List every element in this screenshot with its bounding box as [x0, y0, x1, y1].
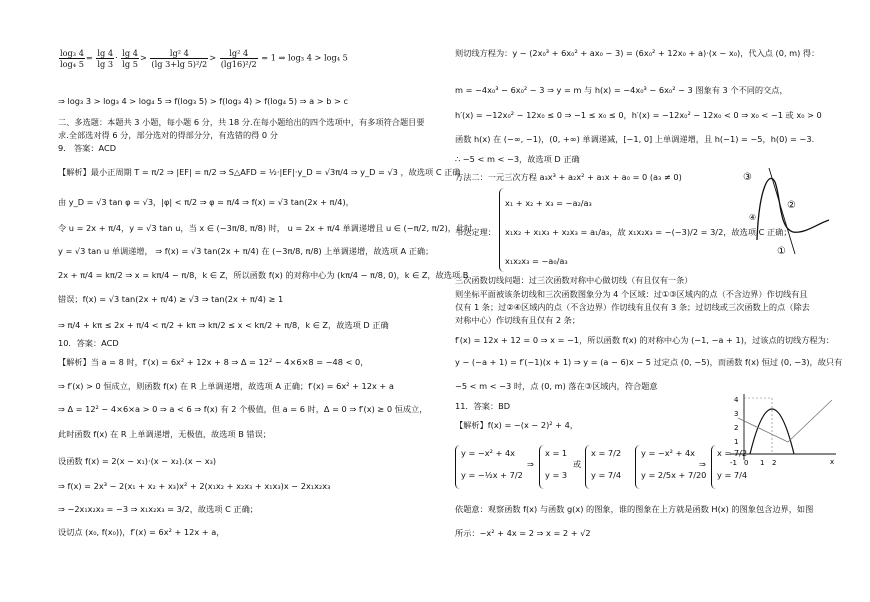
parabola-figure [728, 390, 840, 472]
q10-solution-line-3: ⇒ Δ = 12² − 4×6×a > 0 ⇒ a < 6 ⇒ f(x) 有 2 个极值，但 a = 6 时，Δ = 0 ⇒ f′(x) ≥ 0 恒成立， [58, 404, 428, 414]
line-g [738, 418, 788, 442]
derivative-line: h′(x) = −12x₀² − 12x₀ ≤ 0 ⇒ −1 ≤ x₀ ≤ 0，h′(x) = −12x₀² − 12x₀ < 0 ⇒ x₀ < −1 或 x₀ > 0 [455, 110, 822, 120]
regions-line-2: 仅有 1 条；过②④区域内的点（不含边界）作切线有且仅有 3 条；过切线或三次函数上的点（除去 [455, 302, 810, 312]
tangent-line [769, 168, 795, 254]
solution-three-x: x = 7/2 [717, 448, 748, 458]
log-comparison-equation: $\frac{\text{log₃ 4}}{\text{log₄ 5}}$ = $\frac{\lg 4}{\lg 3}$ · $\frac{\lg 4}{\lg 5}$ > $\frac{\text{lg² 4}}{\text{(lg 3+lg 5)²/2}}$ > $\frac{\text{lg² 4}}{\text{(lg16)²/2}}$ = 1 ⇒ log₃ 4 > log₄ 5 [60, 48, 348, 69]
fixed-point-line: y − (−a + 1) = f′(−1)(x + 1) ⇒ y = (a − 6)x − 5 过定点 (0, −5)，而函数 f(x) 恒过 (0, −3)，故只有 [455, 357, 843, 367]
solution-three-y: y = 7/4 [717, 470, 748, 480]
section-two-heading: 二、多选题：本题共 3 小题，每小题 6 分，共 18 分.在每小题给出的四个选项中，有多项符合题目要 [58, 117, 425, 127]
q9-answer: 9． 答案：ACD [58, 143, 117, 153]
conclusion-line: ⇒ log₃ 3 > log₃ 4 > log₄ 5 ⇒ f(log₃ 5) > f(log₃ 4) > f(log₄ 5) ⇒ a > b > c [58, 96, 348, 106]
q9-solution-line-6: 错误；f(x) = √3 tan(2x + π/4) ≥ √3 ⇒ tan(2x + π/4) ≥ 1 [58, 294, 284, 304]
q11-answer: 11．答案：BD [455, 401, 511, 411]
cubic-tangent-heading: 三次函数切线问题：过三次函数对称中心做切线（有且仅有一条） [455, 275, 693, 285]
region-three-line: −5 < m < −3 时，点 (0, m) 落在③区域内，符合题意 [455, 381, 658, 391]
symmetry-center-line: f′(x) = 12x + 12 = 0 ⇒ x = −1，所以函数 f(x) 的对称中心为 (−1, −a + 1)，过该点的切线方程为： [455, 335, 834, 345]
x-tick-neg1: -1 [730, 459, 737, 467]
region-label-3: ③ [743, 172, 752, 183]
regions-line-1: 则坐标平面被该条切线和三次函数图象分为 4 个区域：过①③区域内的点（不含边界）作切线有且 [455, 289, 808, 299]
y-tick-2: 2 [734, 424, 739, 432]
q10-solution-line-8: 设切点 (x₀, f(x₀))，f′(x) = 6x² + 12x + a， [58, 527, 225, 537]
x-tick-1: 1 [760, 459, 765, 467]
y-tick-3: 3 [734, 410, 739, 418]
q9-solution-line-2: 由 y_D = √3 tan φ = √3，|φ| < π/2 ⇒ φ = π/4 ⇒ f(x) = √3 tan(2x + π/4)， [58, 197, 354, 207]
system-one-eq2: y = −½x + 7/2 [461, 470, 523, 480]
q10-answer: 10．答案：ACD [58, 338, 119, 348]
system-one-eq1: y = −x² + 4x [461, 448, 516, 458]
q9-solution-line-3: 令 u = 2x + π/4，y = √3 tan u，当 x ∈ (−3π/8, π/8) 时， u = 2x + π/4 单调递增且 u ∈ (−π/2, π/2)，此时 [58, 223, 473, 233]
region-label-1: ① [777, 246, 786, 257]
q10-solution-line-6: ⇒ f(x) = 2x³ − 2(x₁ + x₂ + x₃)x² + 2(x₁x₂ + x₂x₃ + x₁x₃)x − 2x₁x₂x₃ [58, 481, 331, 491]
method-two-line: 方法二：一元三次方程 a₃x³ + a₂x² + a₁x + a₀ = 0 (a₃ ≠ 0) [455, 172, 682, 182]
solution-one-x: x = 1 [545, 448, 568, 458]
q10-solution-line-1: 【解析】当 a = 8 时，f′(x) = 6x² + 12x + 8 ⇒ Δ = 12² − 4×6×8 = −48 < 0， [58, 357, 369, 367]
implies-arrow-two: ⇒ [699, 459, 706, 469]
q11-solution-line-1: 【解析】f(x) = −(x − 2)² + 4， [455, 420, 579, 430]
x-tick-0: 0 [744, 459, 749, 467]
range-conclusion: ∴ −5 < m < −3，故选项 D 正确 [455, 154, 580, 164]
cubic-regions-figure [735, 168, 835, 258]
x-tick-2: 2 [772, 459, 777, 467]
solution-one-y: y = 3 [545, 470, 568, 480]
q9-solution-line-7: ⇒ π/4 + kπ ≤ 2x + π/4 < π/2 + kπ ⇒ kπ/2 ≤ x < kπ/2 + π/8，k ∈ Z，故选项 D 正确 [58, 320, 389, 330]
solution-two-x: x = 7/2 [591, 448, 622, 458]
q10-solution-line-2: ⇒ f′(x) > 0 恒成立，则函数 f(x) 在 R 上单调递增，故选项 A 正确；f′(x) = 6x² + 12x + a [58, 381, 394, 391]
or-word: 或 [573, 459, 582, 469]
regions-line-3: 对称中心）作切线有且仅有 2 条； [455, 315, 581, 325]
q9-solution-line-1: 【解析】最小正周期 T = π/2 ⇒ |EF| = π/2 ⇒ S△AFD = ½·|EF|·y_D = √3π/4 ⇒ y_D = √3 ，故选项 C 正确 [58, 167, 461, 177]
intersection-line: m = −4x₀³ − 6x₀² − 3 ⇒ y = m 与 h(x) = −4x₀³ − 6x₀² − 3 图象有 3 个不同的交点， [455, 85, 788, 95]
q10-solution-line-7: ⇒ −2x₁x₂x₃ = −3 ⇒ x₁x₂x₃ = 3/2，故选项 C 正确； [58, 504, 258, 514]
region-label-2: ② [787, 200, 796, 211]
region-label-4: ④ [749, 213, 757, 222]
vieta-product: x₁x₂x₃ = −a₀/a₃ [505, 256, 568, 266]
x-axis-label: x [830, 458, 835, 466]
section-two-heading-cont: 求.全部选对得 6 分，部分选对的得部分分，有选错的得 0 分 [58, 130, 278, 140]
line-h [788, 400, 832, 442]
tangent-equation: 则切线方程为：y − (2x₀³ + 6x₀² + ax₀ − 3) = (6x₀² + 12x₀ + a)·(x − x₀)，代入点 (0, m) 得： [455, 48, 820, 58]
system-two-eq1: y = −x² + 4x [641, 448, 696, 458]
implies-arrow: ⇒ [527, 459, 534, 469]
monotonic-line: 函数 h(x) 在 (−∞, −1)，(0, +∞) 单调递减，[−1, 0] 上单调递增，且 h(−1) = −5，h(0) = −3. [455, 134, 815, 144]
y-tick-1: 1 [734, 438, 739, 446]
q9-solution-line-4: y = √3 tan u 单调递增， ⇒ f(x) = √3 tan(2x + π/4) 在 (−3π/8, π/8) 上单调递增，故选项 A 正确； [58, 246, 434, 256]
q10-solution-line-5: 设函数 f(x) = 2(x − x₁)·(x − x₂).(x − x₃) [58, 456, 217, 466]
q10-solution-line-4: 此时函数 f(x) 在 R 上单调递增，无极值，故选项 B 错误； [58, 429, 271, 439]
y-tick-4: 4 [734, 396, 739, 404]
vieta-label: 韦达定理： [455, 227, 496, 237]
vieta-sum: x₁ + x₂ + x₃ = −a₂/a₃ [505, 198, 592, 208]
q11-solution-line-2: 依题意：观察函数 f(x) 与函数 g(x) 的图象，谁的图象在上方就是函数 H(x) 的图象包含边界，如图 [455, 504, 814, 514]
q11-solution-line-3: 所示：−x² + 4x = 2 ⇒ x = 2 + √2 [455, 528, 591, 538]
q9-solution-line-5: 2x + π/4 = kπ/2 ⇒ x = kπ/4 − π/8，k ∈ Z，所以函数 f(x) 的对称中心为 (kπ/4 − π/8, 0)，k ∈ Z，故选项 B [58, 270, 469, 280]
vieta-pair-sum: x₁x₂ + x₁x₃ + x₂x₃ = a₁/a₃，故 x₁x₂x₃ = −(−3)/2 = 3/2，故选项 C 正确； [505, 227, 792, 237]
system-two-eq2: y = 2/5x + 7/20 [641, 470, 707, 480]
solution-two-y: y = 7/4 [591, 470, 622, 480]
